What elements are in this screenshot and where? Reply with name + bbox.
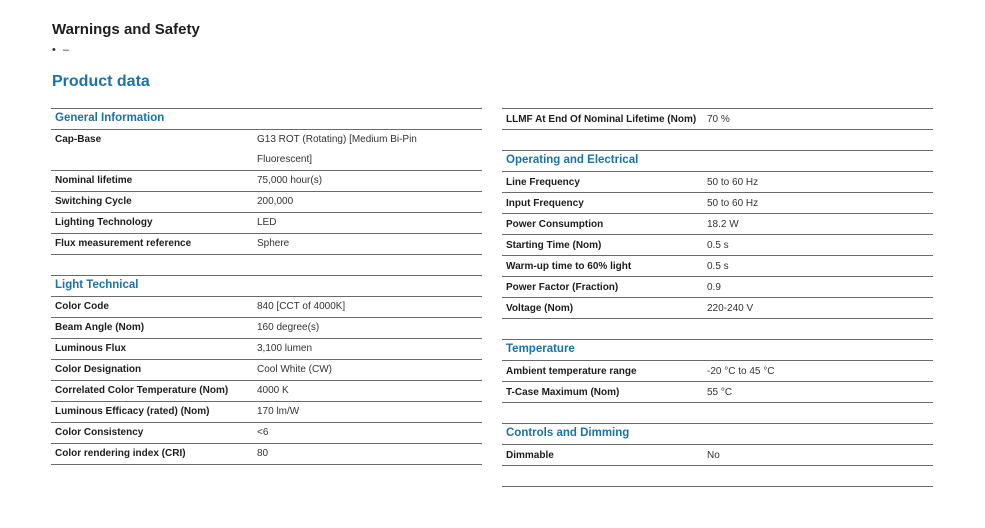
row-value: 4000 K [257,385,289,396]
table-row [51,401,482,422]
row-key: Color Code [55,301,109,312]
product-data-title: Product data [52,73,150,90]
table-row [51,359,482,380]
table-row [51,170,482,191]
section-title: General Information [55,112,165,124]
section-title: Operating and Electrical [506,154,639,166]
row-key: Ambient temperature range [506,366,637,377]
section-header-light-technical [51,275,482,296]
table-row [502,381,933,402]
row-value: G13 ROT (Rotating) [Medium Bi-Pin [257,134,417,145]
blank-row [51,254,482,275]
table-row [502,255,933,276]
row-value: 55 °C [707,387,733,398]
table-row [51,129,482,170]
blank-row [502,402,933,423]
row-value: 170 lm/W [257,406,300,417]
row-key: Switching Cycle [55,196,132,207]
blank-row [502,318,933,339]
row-value: Cool White (CW) [257,364,333,375]
section-title: Temperature [506,343,575,355]
blank-row [502,465,933,486]
table-row [51,317,482,338]
right-column [502,108,933,487]
section-header-temperature [502,339,933,360]
table-row [502,171,933,192]
row-key: Flux measurement reference [55,238,192,249]
row-key: Cap-Base [55,134,102,145]
row-key: Warm-up time to 60% light [506,261,632,272]
table-row [502,360,933,381]
table-row [502,276,933,297]
row-key: LLMF At End Of Nominal Lifetime (Nom) [506,114,697,125]
table-row [502,192,933,213]
table-end-rule [502,486,933,487]
row-value: 840 [CCT of 4000K] [257,301,346,312]
row-value: 50 to 60 Hz [707,177,759,188]
row-key: Color Designation [55,364,142,375]
row-key: Line Frequency [506,177,580,188]
row-value: LED [257,217,277,228]
row-value: -20 °C to 45 °C [707,366,775,377]
table-row [51,380,482,401]
row-key: Lighting Technology [55,217,153,228]
row-value: 70 % [707,114,730,125]
row-key: Color Consistency [55,427,144,438]
row-value: 0.9 [707,282,721,293]
warnings-and-safety-title: Warnings and Safety [52,21,200,38]
row-key: Correlated Color Temperature (Nom) [55,385,229,396]
table-row [51,191,482,212]
row-value-continued: Fluorescent] [257,154,313,165]
row-key: Power Consumption [506,219,604,230]
row-value: 18.2 W [707,219,739,230]
row-key: Power Factor (Fraction) [506,282,619,293]
section-header-operating-and-electrical [502,150,933,171]
row-value: 0.5 s [707,240,729,251]
table-row [502,444,933,465]
table-row [51,212,482,233]
table-row [51,338,482,359]
row-value: <6 [257,427,269,438]
table-row [51,296,482,317]
row-key: Input Frequency [506,198,584,209]
section-title: Controls and Dimming [506,427,630,439]
bullet-dots: • – [52,44,72,56]
table-row [51,233,482,254]
table-row [51,443,482,464]
row-key: Luminous Flux [55,343,127,354]
left-column [51,108,482,465]
row-value: 200,000 [257,196,294,207]
table-end-rule [51,464,482,465]
row-value: 3,100 lumen [257,343,313,354]
row-key: Beam Angle (Nom) [55,322,145,333]
row-value: 50 to 60 Hz [707,198,759,209]
row-value: 0.5 s [707,261,729,272]
section-header-controls-and-dimming [502,423,933,444]
row-value: 80 [257,448,269,459]
table-row [502,213,933,234]
row-key: Color rendering index (CRI) [55,448,186,459]
row-key: Starting Time (Nom) [506,240,602,251]
table-row [502,108,933,129]
section-header-general-information [51,108,482,129]
blank-row [502,129,933,150]
row-value: Sphere [257,238,290,249]
table-row [51,422,482,443]
row-value: 220-240 V [707,303,754,314]
row-key: Dimmable [506,450,554,461]
row-key: T-Case Maximum (Nom) [506,387,620,398]
row-key: Voltage (Nom) [506,303,574,314]
section-title: Light Technical [55,279,139,291]
row-key: Luminous Efficacy (rated) (Nom) [55,406,210,417]
table-row [502,234,933,255]
row-value: 160 degree(s) [257,322,320,333]
row-value: 75,000 hour(s) [257,175,323,186]
table-row [502,297,933,318]
row-value: No [707,450,720,461]
row-key: Nominal lifetime [55,175,133,186]
